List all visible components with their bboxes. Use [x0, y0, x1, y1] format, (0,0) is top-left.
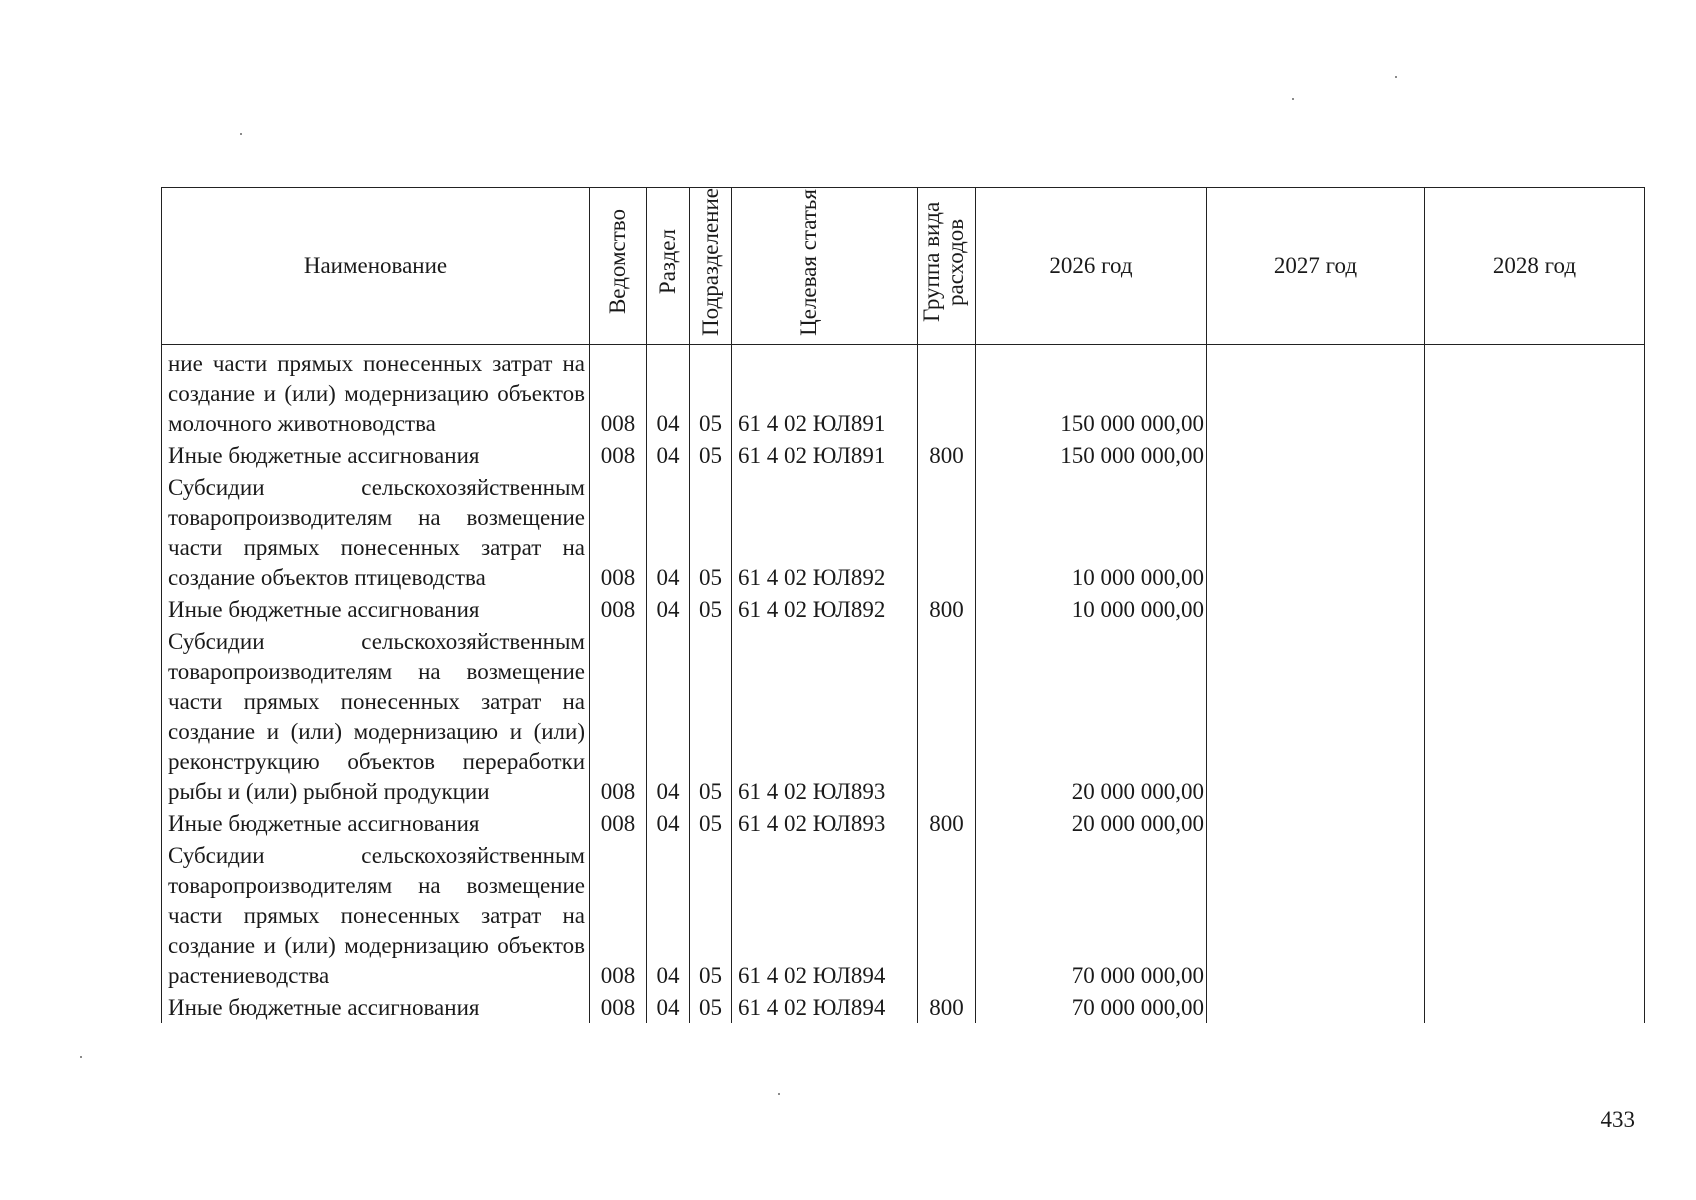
row-name: Иные бюджетные ассигнования — [162, 439, 590, 471]
row-y2027 — [1207, 625, 1425, 807]
row-name: Субсидии сельскохозяйственным товаропроизводителям на возмещение части прямых понесенных затрат на создание объектов птицеводства — [162, 471, 590, 593]
row-y2028 — [1425, 839, 1645, 991]
table-row — [162, 471, 1645, 593]
row-pod: 05 — [690, 839, 732, 991]
row-razd: 04 — [647, 345, 690, 440]
row-cel: 61 4 02 ЮЛ891 — [732, 439, 918, 471]
row-pod: 05 — [690, 593, 732, 625]
row-y2026: 20 000 000,00 — [976, 807, 1207, 839]
row-pod: 05 — [690, 439, 732, 471]
row-name: Иные бюджетные ассигнования — [162, 593, 590, 625]
row-ved: 008 — [590, 807, 647, 839]
row-name: Субсидии сельскохозяйственным товаропроизводителям на возмещение части прямых понесенных затрат на создание и (или) модернизацию объектов растениеводства — [162, 839, 590, 991]
row-ved: 008 — [590, 345, 647, 440]
header-podrazdel — [690, 188, 732, 345]
budget-table — [161, 187, 1645, 1023]
row-pod: 05 — [690, 471, 732, 593]
row-name: Иные бюджетные ассигнования — [162, 807, 590, 839]
row-grp — [918, 471, 976, 593]
row-ved: 008 — [590, 439, 647, 471]
row-y2028 — [1425, 593, 1645, 625]
row-pod: 05 — [690, 345, 732, 440]
row-grp: 800 — [918, 439, 976, 471]
row-y2027 — [1207, 439, 1425, 471]
row-y2028 — [1425, 625, 1645, 807]
row-grp: 800 — [918, 807, 976, 839]
row-cel: 61 4 02 ЮЛ892 — [732, 471, 918, 593]
row-cel: 61 4 02 ЮЛ891 — [732, 345, 918, 440]
header-year-2028: 2028 год — [1425, 188, 1645, 345]
table-row — [162, 839, 1645, 991]
header-gruppa — [918, 188, 976, 345]
row-grp — [918, 345, 976, 440]
row-name: Субсидии сельскохозяйственным товаропроизводителям на возмещение части прямых понесенных затрат на создание и (или) модернизацию и (или) реконструкцию объектов переработки рыбы и (или) рыбной продукции — [162, 625, 590, 807]
row-grp — [918, 839, 976, 991]
table-row — [162, 991, 1645, 1023]
row-y2027 — [1207, 991, 1425, 1023]
header-name: Наименование — [162, 188, 590, 345]
row-y2027 — [1207, 471, 1425, 593]
table-row — [162, 593, 1645, 625]
row-razd: 04 — [647, 625, 690, 807]
row-y2028 — [1425, 471, 1645, 593]
row-y2026: 150 000 000,00 — [976, 345, 1207, 440]
row-grp: 800 — [918, 991, 976, 1023]
row-grp: 800 — [918, 593, 976, 625]
row-razd: 04 — [647, 439, 690, 471]
scan-speck — [778, 1093, 780, 1095]
row-razd: 04 — [647, 471, 690, 593]
header-razdel-text: Раздел — [655, 229, 680, 295]
row-pod: 05 — [690, 625, 732, 807]
table-row — [162, 625, 1645, 807]
header-podrazdel-text: Подразделение — [697, 188, 723, 336]
row-y2028 — [1425, 439, 1645, 471]
row-cel: 61 4 02 ЮЛ893 — [732, 807, 918, 839]
header-year-2027: 2027 год — [1207, 188, 1425, 345]
row-name: Иные бюджетные ассигнования — [162, 991, 590, 1023]
row-y2027 — [1207, 593, 1425, 625]
header-vedomstvo — [590, 188, 647, 345]
row-cel: 61 4 02 ЮЛ892 — [732, 593, 918, 625]
table-row — [162, 439, 1645, 471]
row-name: ние части прямых понесенных затрат на создание и (или) модернизацию объектов молочного животноводства — [162, 345, 590, 440]
row-razd: 04 — [647, 991, 690, 1023]
row-y2026: 70 000 000,00 — [976, 839, 1207, 991]
row-razd: 04 — [647, 807, 690, 839]
row-ved: 008 — [590, 593, 647, 625]
header-gruppa-text: Группа вида расходов — [918, 201, 968, 323]
row-y2028 — [1425, 991, 1645, 1023]
header-vedomstvo-text: Ведомство — [605, 209, 630, 315]
scan-speck — [240, 133, 242, 135]
row-y2026: 10 000 000,00 — [976, 471, 1207, 593]
page-number: 433 — [1600, 1107, 1635, 1132]
row-y2026: 150 000 000,00 — [976, 439, 1207, 471]
row-y2027 — [1207, 345, 1425, 440]
row-cel: 61 4 02 ЮЛ894 — [732, 839, 918, 991]
row-cel: 61 4 02 ЮЛ893 — [732, 625, 918, 807]
table-row — [162, 345, 1645, 440]
row-y2027 — [1207, 839, 1425, 991]
header-razdel — [647, 188, 690, 345]
row-grp — [918, 625, 976, 807]
table-body — [162, 345, 1645, 1024]
table-header — [162, 188, 1645, 345]
scan-speck — [1395, 76, 1397, 78]
table-row — [162, 807, 1645, 839]
row-y2027 — [1207, 807, 1425, 839]
row-razd: 04 — [647, 593, 690, 625]
row-y2028 — [1425, 807, 1645, 839]
row-y2026: 20 000 000,00 — [976, 625, 1207, 807]
row-y2028 — [1425, 345, 1645, 440]
row-ved: 008 — [590, 625, 647, 807]
row-y2026: 10 000 000,00 — [976, 593, 1207, 625]
row-ved: 008 — [590, 471, 647, 593]
row-cel: 61 4 02 ЮЛ894 — [732, 991, 918, 1023]
row-ved: 008 — [590, 839, 647, 991]
scan-speck — [1292, 98, 1294, 100]
row-ved: 008 — [590, 991, 647, 1023]
row-y2026: 70 000 000,00 — [976, 991, 1207, 1023]
row-pod: 05 — [690, 991, 732, 1023]
header-celevaya-text: Целевая статья — [795, 188, 821, 336]
row-pod: 05 — [690, 807, 732, 839]
row-razd: 04 — [647, 839, 690, 991]
header-celevaya — [732, 188, 918, 345]
scan-speck — [80, 1056, 82, 1058]
header-year-2026: 2026 год — [976, 188, 1207, 345]
